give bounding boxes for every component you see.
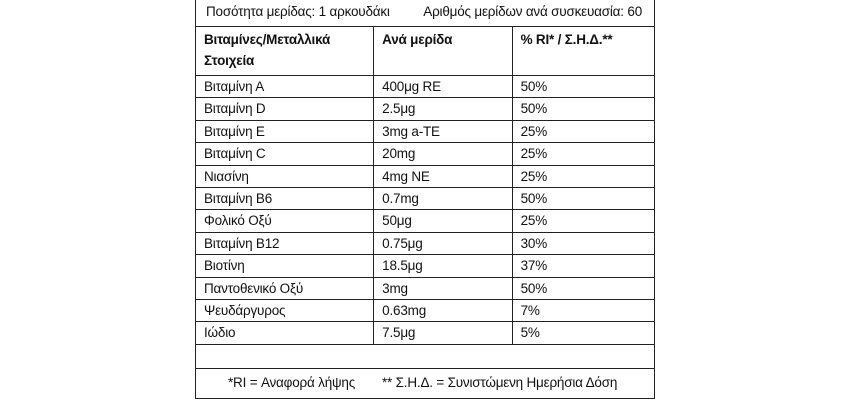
footnote-shd: ** Σ.Η.Δ. = Συνιστώμενη Ημερήσια Δόση [382,375,618,390]
cell-nutrient: Ιώδιο [196,322,374,344]
cell-ri-percent: 30% [512,232,654,254]
cell-amount: 2.5μg [374,98,512,120]
cell-ri-percent: 25% [512,143,654,165]
cell-amount: 50μg [374,210,512,232]
cell-amount: 0.75μg [374,232,512,254]
header-ri-percent: % RI* / Σ.Η.Δ.** [512,27,654,76]
cell-amount: 3mg a-TE [374,120,512,142]
cell-ri-percent: 5% [512,322,654,344]
cell-amount: 20mg [374,143,512,165]
nutrition-table [196,26,654,345]
footnote-ri: *RI = Αναφορά λήψης [228,375,356,390]
cell-nutrient: Φολικό Οξύ [196,210,374,232]
serving-size: Ποσότητα μερίδας: 1 αρκουδάκι [206,4,390,19]
cell-amount: 7.5μg [374,322,512,344]
footnote [196,368,654,398]
header-per-serving: Ανά μερίδα [374,27,512,76]
servings-per-package: Αριθμός μερίδων ανά συσκευασία: 60 [423,4,642,19]
cell-ri-percent: 25% [512,210,654,232]
cell-ri-percent: 50% [512,76,654,98]
cell-ri-percent: 50% [512,187,654,209]
cell-amount: 0.7mg [374,187,512,209]
table-row [196,143,654,165]
cell-amount: 3mg [374,277,512,299]
table-row [196,232,654,254]
cell-nutrient: Βιταμίνη Β6 [196,187,374,209]
cell-nutrient: Βιταμίνη C [196,143,374,165]
cell-ri-percent: 25% [512,120,654,142]
cell-amount: 0.63mg [374,299,512,321]
cell-ri-percent: 7% [512,299,654,321]
cell-nutrient: Βιοτίνη [196,255,374,277]
table-row [196,76,654,98]
cell-ri-percent: 50% [512,277,654,299]
cell-nutrient: Παντοθενικό Οξύ [196,277,374,299]
table-row [196,120,654,142]
cell-ri-percent: 25% [512,165,654,187]
cell-nutrient: Βιταμίνη D [196,98,374,120]
cell-amount: 400μg RE [374,76,512,98]
cell-ri-percent: 37% [512,255,654,277]
cell-nutrient: Βιταμίνη Ε [196,120,374,142]
table-header-row [196,27,654,76]
table-row [196,187,654,209]
cell-nutrient: Βιταμίνη Β12 [196,232,374,254]
cell-nutrient: Ψευδάργυρος [196,299,374,321]
cell-ri-percent: 50% [512,98,654,120]
table-row [196,299,654,321]
serving-info [196,0,654,26]
nutrition-facts-panel [195,0,655,399]
table-row [196,277,654,299]
table-row [196,322,654,344]
header-nutrient: Βιταμίνες/Μεταλλικά Στοιχεία [196,27,374,76]
cell-amount: 18.5μg [374,255,512,277]
table-row [196,255,654,277]
table-row [196,98,654,120]
cell-nutrient: Νιασίνη [196,165,374,187]
table-row [196,165,654,187]
table-row [196,210,654,232]
cell-nutrient: Βιταμίνη Α [196,76,374,98]
cell-amount: 4mg NE [374,165,512,187]
table-body [196,76,654,345]
